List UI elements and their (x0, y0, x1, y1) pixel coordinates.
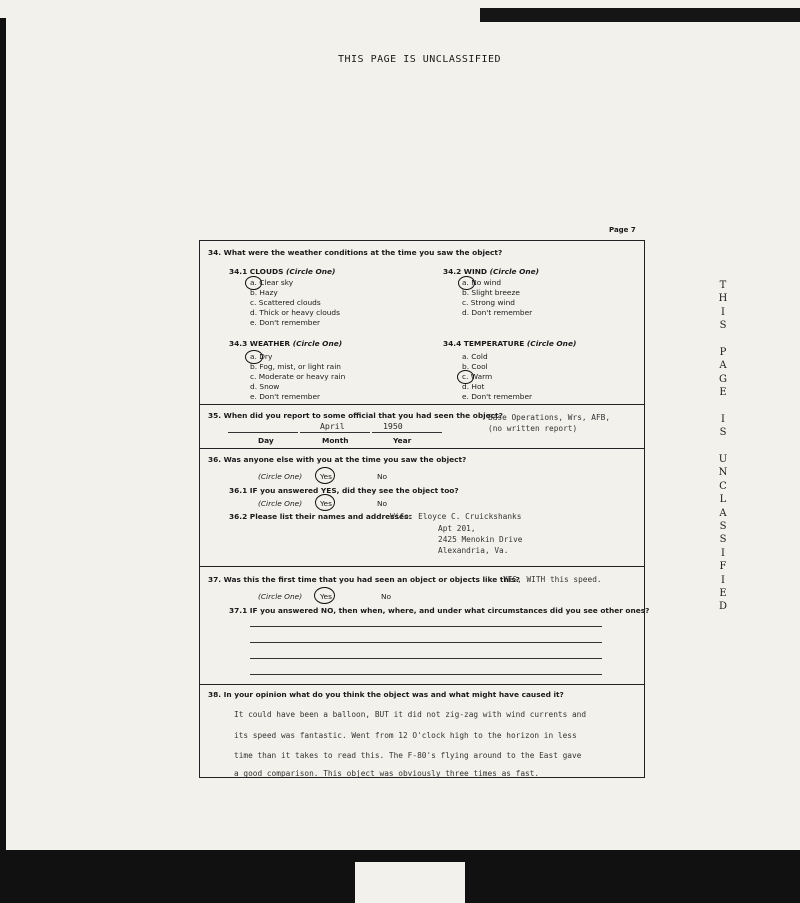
q37-question: 37. Was this the first time that you had seen an object or objects like this? (208, 575, 520, 584)
month-line (300, 432, 370, 433)
weather-title-text: 34.3 WEATHER (229, 339, 291, 348)
day-line (228, 432, 298, 433)
weather-option-c[interactable]: c. Moderate or heavy rain (250, 372, 346, 381)
scan-bottom-tab (355, 862, 465, 903)
q37-circle-one: (Circle One) (258, 592, 303, 601)
q37-no[interactable]: No (381, 592, 392, 601)
stamp-letter: C (719, 480, 727, 492)
wind-option-d[interactable]: d. Don't remember (462, 308, 533, 317)
stamp-letter: S (719, 534, 727, 546)
answer-line (250, 674, 602, 675)
scan-dark-band (480, 8, 800, 22)
temperature-circle-note: (Circle One) (526, 339, 577, 348)
weather-circle-note: (Circle One) (292, 339, 343, 348)
answer-line (250, 626, 602, 627)
q35-answer-line2: (no written report) (488, 424, 578, 433)
q35-answer-line1: Base Operations, Wrs, AFB, (488, 413, 611, 422)
selected-answer-circle (314, 587, 335, 604)
year-label: Year (393, 436, 412, 445)
wind-option-b[interactable]: b. Slight breeze (462, 288, 520, 297)
clouds-option-e[interactable]: e. Don't remember (250, 318, 321, 327)
stamp-letter: I (721, 547, 725, 559)
temperature-option-e[interactable]: e. Don't remember (462, 392, 533, 401)
clouds-title-text: 34.1 CLOUDS (229, 267, 284, 276)
section-divider (200, 684, 644, 685)
stamp-letter (717, 333, 729, 346)
q37-yes[interactable]: Yes (320, 592, 332, 601)
stamp-letter: I (721, 306, 725, 318)
selected-answer-circle (458, 276, 475, 290)
q361-question: 36.1 IF you answered YES, did they see the object too? (229, 486, 459, 495)
q37-answer: YES, WITH this speed. (503, 575, 602, 584)
stamp-letter: F (719, 561, 727, 573)
temperature-title-text: 34.4 TEMPERATURE (443, 339, 525, 348)
selected-answer-circle (245, 350, 263, 364)
stamp-letter: H (718, 293, 728, 305)
wind-title-text: 34.2 WIND (443, 267, 488, 276)
stamp-letter: E (719, 587, 727, 599)
stamp-letter: A (719, 360, 727, 372)
q35-month-value: April (320, 421, 345, 431)
classification-header: THIS PAGE IS UNCLASSIFIED (338, 54, 502, 65)
stamp-letter: D (718, 601, 728, 613)
selected-answer-circle (457, 370, 474, 384)
temperature-option-a[interactable]: a. Cold (462, 352, 488, 361)
clouds-circle-note: (Circle One) (286, 267, 336, 276)
section-divider (200, 448, 644, 449)
q36-name-line3: 2425 Menokin Drive (438, 535, 523, 544)
q35-question: 35. When did you report to some official that you had seen the object? (208, 411, 503, 420)
selected-answer-circle (315, 467, 335, 484)
questionnaire-form (199, 240, 650, 778)
stamp-letter: G (719, 373, 727, 385)
temperature-option-d[interactable]: d. Hot (462, 382, 485, 391)
q34-temperature-title (443, 339, 576, 348)
q38-question: 38. In your opinion what do you think the object was and what might have caused it? (208, 690, 564, 699)
stamp-letter: S (719, 427, 727, 439)
q38-answer-line1: It could have been a balloon, BUT it did not zig-zag with wind currents and (234, 710, 587, 719)
stamp-letter: I (721, 413, 725, 425)
stamp-letter: N (718, 467, 728, 479)
q36-name-line2: Apt 201, (438, 524, 476, 533)
stamp-letter: L (719, 494, 727, 506)
clouds-option-b[interactable]: b. Hazy (250, 288, 278, 297)
q361-yes[interactable]: Yes (320, 499, 332, 508)
selected-answer-circle (245, 276, 262, 290)
q35-year-value: 1950 (383, 421, 403, 431)
weather-option-d[interactable]: d. Snow (250, 382, 280, 391)
wind-option-c[interactable]: c. Strong wind (462, 298, 515, 307)
day-label: Day (258, 436, 274, 445)
q36-name-line1: Wife: Eloyce C. Cruickshanks (390, 512, 522, 521)
q36-no[interactable]: No (377, 472, 388, 481)
temperature-option-b[interactable]: b. Cool (462, 362, 488, 371)
q36-circle-one: (Circle One) (258, 472, 303, 481)
q361-no[interactable]: No (377, 499, 388, 508)
side-classification-stamp (717, 279, 729, 614)
stamp-letter: I (721, 574, 725, 586)
wind-option-a[interactable]: a. No wind (462, 278, 502, 287)
answer-line (250, 642, 602, 643)
clouds-option-a[interactable]: a. Clear sky (250, 278, 294, 287)
stamp-letter: S (719, 521, 727, 533)
page-number: Page 7 (609, 226, 636, 234)
section-divider (200, 566, 644, 567)
stamp-letter: T (719, 280, 727, 291)
answer-line (250, 658, 602, 659)
selected-answer-circle (315, 494, 335, 511)
clouds-option-c[interactable]: c. Scattered clouds (250, 298, 321, 307)
weather-option-b[interactable]: b. Fog, mist, or light rain (250, 362, 341, 371)
stamp-letter: E (719, 387, 727, 399)
q362-question: 36.2 Please list their names and addresses: (229, 512, 412, 521)
stamp-letter: P (719, 346, 727, 358)
q38-answer-line2: its speed was fantastic. Went from 12 O'clock high to the horizon in less (234, 731, 577, 740)
stamp-letter (717, 400, 729, 413)
stamp-letter: U (718, 454, 728, 466)
stamp-letter (717, 440, 729, 453)
month-label: Month (322, 436, 349, 445)
weather-option-a[interactable]: a. Dry (250, 352, 273, 361)
wind-circle-note: (Circle One) (489, 267, 540, 276)
q34-question: 34. What were the weather conditions at the time you saw the object? (208, 248, 503, 257)
q36-question: 36. Was anyone else with you at the time you saw the object? (208, 455, 467, 464)
section-divider (200, 404, 644, 405)
q34-clouds-title (229, 267, 335, 276)
year-line (372, 432, 442, 433)
q361-circle-one: (Circle One) (258, 499, 303, 508)
q34-wind-title (443, 267, 539, 276)
q38-answer-line4: a good comparison. This object was obviously three times as fast. (234, 769, 540, 778)
stamp-letter: S (719, 320, 727, 332)
q36-yes[interactable]: Yes (320, 472, 332, 481)
stamp-letter: A (719, 507, 727, 519)
temperature-option-c[interactable]: c. Warm (462, 372, 493, 381)
q34-weather-title (229, 339, 342, 348)
weather-option-e[interactable]: e. Don't remember (250, 392, 321, 401)
clouds-option-d[interactable]: d. Thick or heavy clouds (250, 308, 340, 317)
q371-question: 37.1 IF you answered NO, then when, where, and under what circumstances did you see other ones? (229, 606, 650, 615)
q36-name-line4: Alexandria, Va. (438, 546, 509, 555)
q38-answer-line3: time than it takes to read this. The F-80's flying around to the East gave (234, 751, 582, 760)
